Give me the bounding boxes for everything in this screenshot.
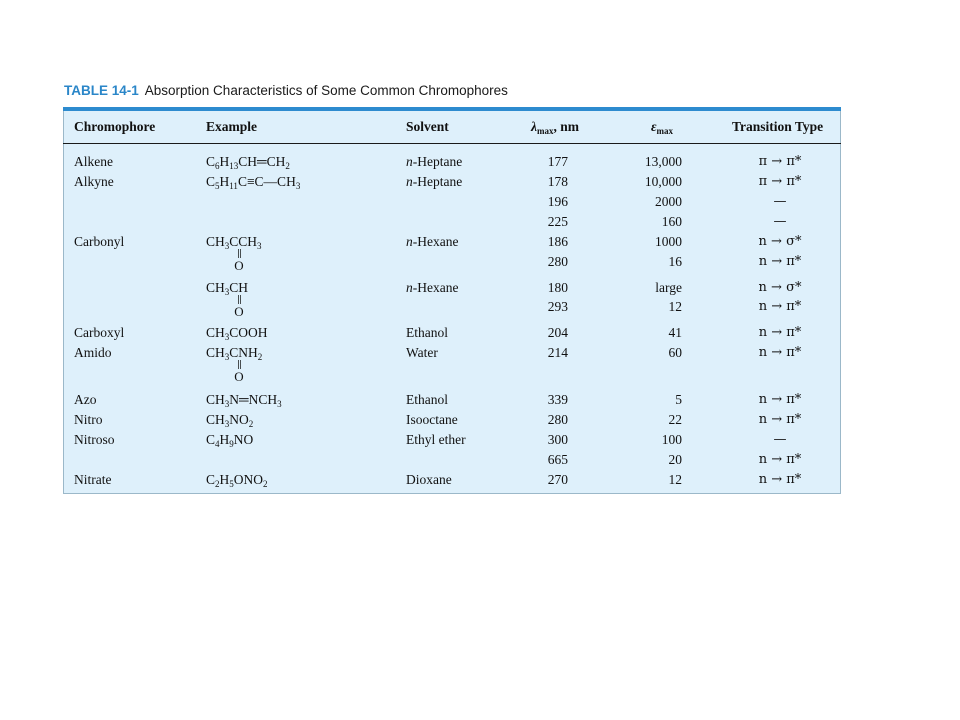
chromophore-cell: Nitroso (74, 432, 115, 447)
solvent-cell: Ethanol (406, 325, 448, 340)
carbonyl-oxygen-ketone: || O (234, 249, 244, 273)
solvent-cell: n-Heptane (406, 174, 463, 189)
chromophore-cell: Azo (74, 392, 97, 407)
epsilon-cell: 2000 (655, 194, 682, 209)
example-nitro: $CH_3NO_2$ (206, 412, 254, 429)
epsilon-cell: 10,000 (644, 174, 682, 189)
example-carboxyl: $CH_3COOH$ (206, 325, 268, 342)
example-alkyne: $C_5H_{11}C\equiv C—CH_3$ (206, 174, 301, 191)
double-bond-mark: || (236, 360, 242, 370)
header-chromophore: Chromophore (74, 119, 156, 134)
example-nitroso: $C_4H_9NO$ (206, 432, 254, 449)
transition-cell: n → σ* (758, 234, 802, 249)
header-epsilon-max (651, 119, 673, 135)
double-bond-mark: || (236, 295, 242, 305)
lambda-cell: 180 (547, 280, 568, 295)
header-example: Example (206, 119, 258, 134)
chromophore-cell: Nitro (74, 412, 103, 427)
example-amido: $CH_3CNH_2$ (206, 345, 263, 362)
epsilon-symbol: ε (651, 119, 657, 134)
epsilon-cell: 41 (668, 325, 682, 340)
header-divider (63, 143, 841, 144)
epsilon-cell: 12 (668, 299, 682, 314)
carbonyl-oxygen-amido: || O (234, 360, 244, 384)
transition-cell: — (773, 214, 787, 229)
epsilon-cell: 20 (668, 452, 682, 467)
epsilon-cell: 60 (668, 345, 682, 360)
epsilon-subscript: max (656, 126, 674, 136)
example-ketone: $CH_3CCH_3$ (206, 234, 262, 251)
chromophore-cell: Alkene (74, 154, 113, 169)
lambda-symbol: λ (531, 119, 537, 134)
chromophore-cell: Carboxyl (74, 325, 125, 340)
lambda-cell: 280 (547, 254, 568, 269)
transition-cell: n → π* (758, 299, 802, 314)
table-number: TABLE 14-1 (64, 83, 139, 98)
header-transition-type: Transition Type (732, 119, 824, 134)
lambda-cell: 665 (547, 452, 568, 467)
transition-cell: n → π* (758, 254, 802, 269)
solvent-cell: n-Hexane (406, 234, 459, 249)
lambda-unit: , nm (553, 119, 580, 134)
example-aldehyde: $CH_3CH$ (206, 280, 249, 297)
lambda-cell: 339 (547, 392, 568, 407)
solvent-cell: n-Hexane (406, 280, 459, 295)
lambda-cell: 270 (547, 472, 568, 487)
epsilon-cell: 22 (668, 412, 682, 427)
lambda-cell: 178 (547, 174, 568, 189)
transition-cell: π → π* (758, 154, 802, 169)
chromophore-cell: Nitrate (74, 472, 112, 487)
epsilon-cell: 16 (668, 254, 682, 269)
epsilon-cell: 12 (668, 472, 682, 487)
chromophore-cell: Carbonyl (74, 234, 125, 249)
transition-cell: n → σ* (758, 280, 802, 295)
transition-cell: n → π* (758, 472, 802, 487)
example-nitrate: $C_2H_5ONO_2$ (206, 472, 268, 489)
transition-cell: n → π* (758, 345, 802, 360)
lambda-cell: 214 (547, 345, 568, 360)
solvent-cell: Ethanol (406, 392, 448, 407)
carbonyl-oxygen-aldehyde: || O (234, 295, 244, 319)
solvent-cell: Dioxane (406, 472, 452, 487)
epsilon-cell: 1000 (655, 234, 682, 249)
epsilon-cell: large (655, 280, 682, 295)
transition-cell: n → π* (758, 325, 802, 340)
lambda-cell: 280 (547, 412, 568, 427)
epsilon-cell: 5 (675, 392, 682, 407)
solvent-cell: n-Heptane (406, 154, 463, 169)
lambda-cell: 293 (547, 299, 568, 314)
epsilon-cell: 160 (661, 214, 682, 229)
chromophore-cell: Amido (74, 345, 112, 360)
solvent-cell: Ethyl ether (406, 432, 466, 447)
table-title: Absorption Characteristics of Some Common Chromophores (144, 83, 508, 98)
lambda-cell: 186 (547, 234, 568, 249)
lambda-cell: 204 (547, 325, 568, 340)
header-lambda-max (531, 119, 579, 135)
transition-cell: n → π* (758, 392, 802, 407)
lambda-subscript: max (537, 126, 554, 136)
transition-cell: π → π* (758, 174, 802, 189)
epsilon-cell: 13,000 (644, 154, 682, 169)
transition-cell: — (773, 194, 787, 209)
double-bond-mark: || (236, 249, 242, 259)
example-azo: $CH_3N═NCH_3$ (206, 392, 282, 409)
table-caption (64, 83, 508, 98)
transition-cell: n → π* (758, 452, 802, 467)
transition-cell: — (773, 432, 787, 447)
lambda-cell: 225 (547, 214, 568, 229)
solvent-cell: Isooctane (406, 412, 458, 427)
solvent-cell: Water (406, 345, 438, 360)
lambda-cell: 300 (547, 432, 568, 447)
lambda-cell: 177 (547, 154, 568, 169)
transition-cell: n → π* (758, 412, 802, 427)
header-solvent: Solvent (406, 119, 449, 134)
chromophore-cell: Alkyne (74, 174, 114, 189)
epsilon-cell: 100 (661, 432, 682, 447)
lambda-cell: 196 (547, 194, 568, 209)
example-alkene: $C_6H_{13}CH═CH_2$ (206, 154, 290, 171)
